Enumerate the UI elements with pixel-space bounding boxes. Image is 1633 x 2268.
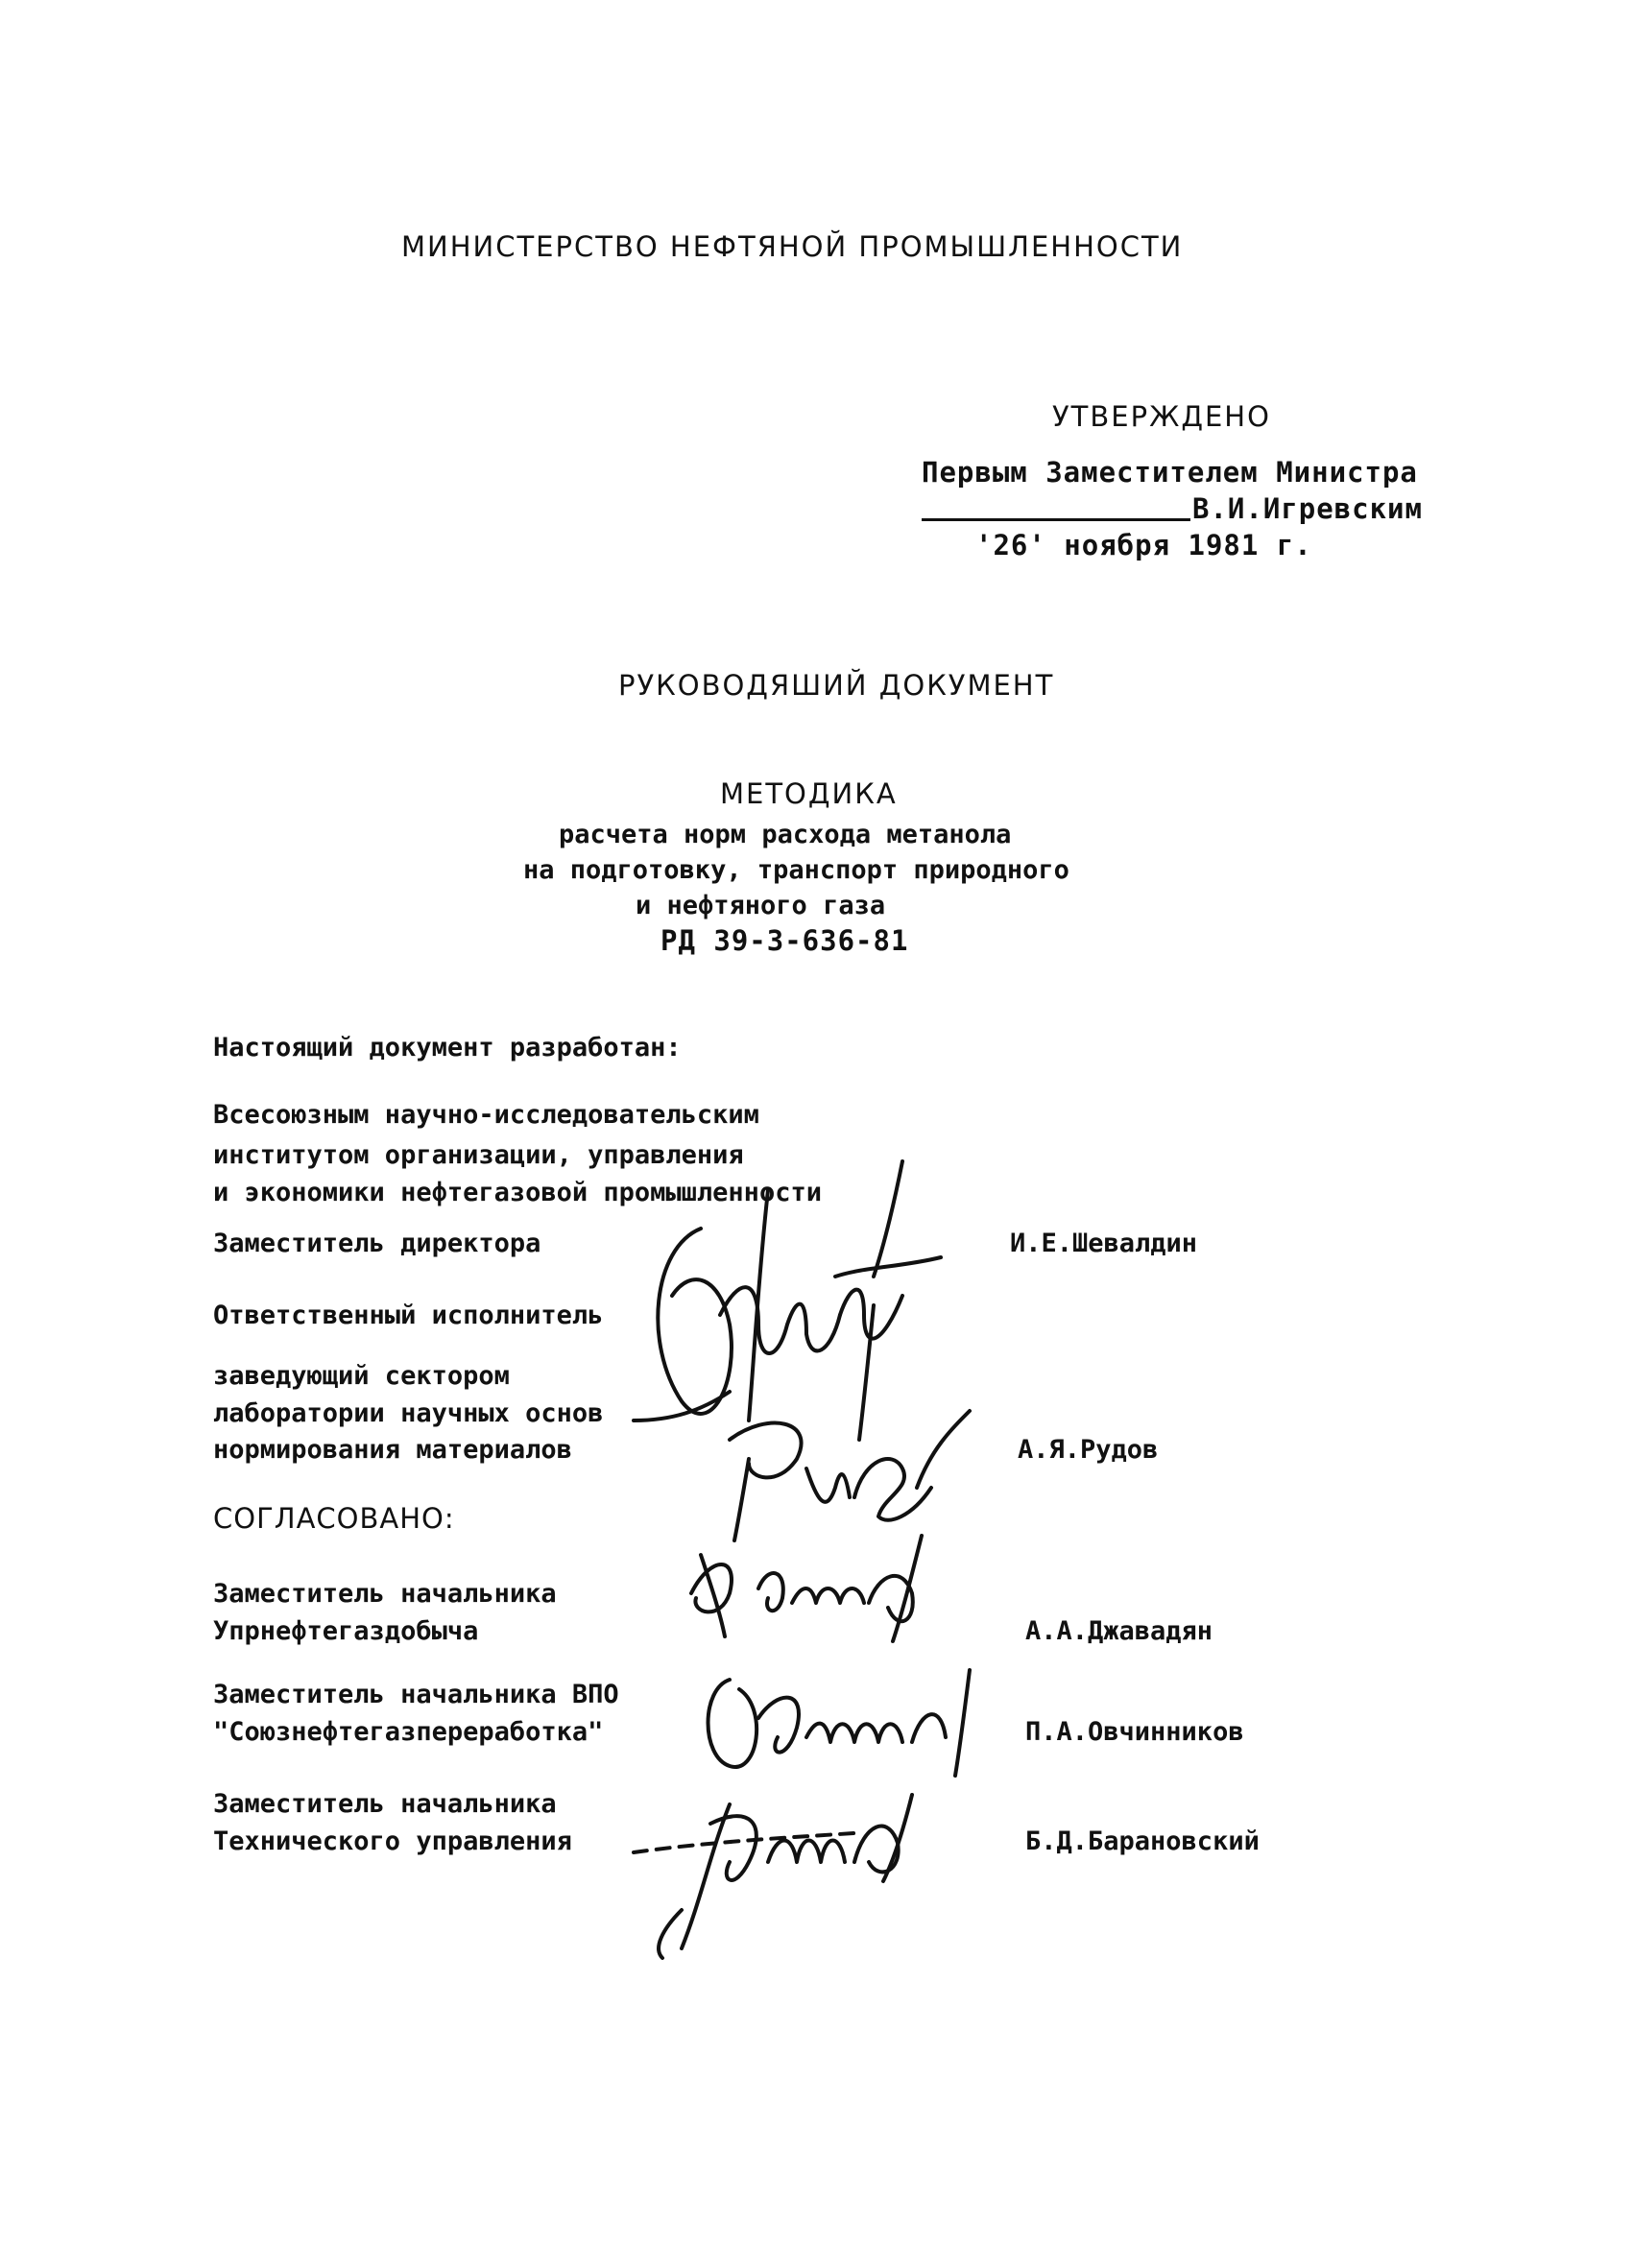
institute-line: институтом организации, управления <box>213 1140 744 1170</box>
agreed-name: П.А.Овчинников <box>1025 1717 1244 1747</box>
institute-line: Всесоюзным научно-исследовательским <box>213 1100 759 1130</box>
agreed-role: Технического управления <box>213 1826 572 1856</box>
approval-heading: УТВЕРЖДЕНО <box>1052 400 1271 433</box>
method-line: расчета норм расхода метанола <box>559 820 1012 849</box>
approval-signature-line <box>922 518 1190 521</box>
agreed-role: "Союзнефтегазпереработка" <box>213 1717 604 1747</box>
agreed-name: Б.Д.Барановский <box>1025 1826 1260 1856</box>
signatory-name: И.Е.Шевалдин <box>1010 1229 1198 1258</box>
developed-by-label: Настоящий документ разработан: <box>213 1033 682 1062</box>
agreed-name: А.А.Джавадян <box>1025 1616 1213 1646</box>
agreed-heading: СОГЛАСОВАНО: <box>213 1502 455 1535</box>
approval-date: '26' ноября 1981 г. <box>975 529 1312 561</box>
document-code: РД 39-3-636-81 <box>660 924 909 957</box>
signatory-role: нормирования материалов <box>213 1435 572 1465</box>
method-title: МЕТОДИКА <box>720 777 898 810</box>
signature-baranovsky <box>624 1766 970 1968</box>
document-type: РУКОВОДЯШИЙ ДОКУМЕНТ <box>618 669 1055 702</box>
signatory-name: А.Я.Рудов <box>1018 1435 1159 1465</box>
ministry-title: МИНИСТЕРСТВО НЕФТЯНОЙ ПРОМЫШЛЕННОСТИ <box>401 230 1184 263</box>
signatory-role: заведующий сектором <box>213 1361 510 1391</box>
signatory-role: Заместитель директора <box>213 1229 541 1258</box>
signature-ovchinnikov <box>691 1651 998 1785</box>
agreed-role: Заместитель начальника <box>213 1579 557 1609</box>
approval-title: Первым Заместителем Министра <box>922 456 1418 489</box>
method-line: на подготовку, транспорт природного <box>523 855 1069 885</box>
agreed-role: Заместитель начальника <box>213 1789 557 1819</box>
agreed-role: Заместитель начальника ВПО <box>213 1680 619 1709</box>
institute-line: и экономики нефтегазовой промышленности <box>213 1178 822 1207</box>
signatory-role: лаборатории научных основ <box>213 1398 604 1428</box>
approval-signatory: В.И.Игревским <box>1192 492 1423 525</box>
method-line: и нефтяного газа <box>636 891 886 920</box>
signatory-role: Ответственный исполнитель <box>213 1301 604 1330</box>
signature-dzhavadyan <box>672 1516 960 1651</box>
agreed-role: Упрнефтегаздобыча <box>213 1616 479 1646</box>
